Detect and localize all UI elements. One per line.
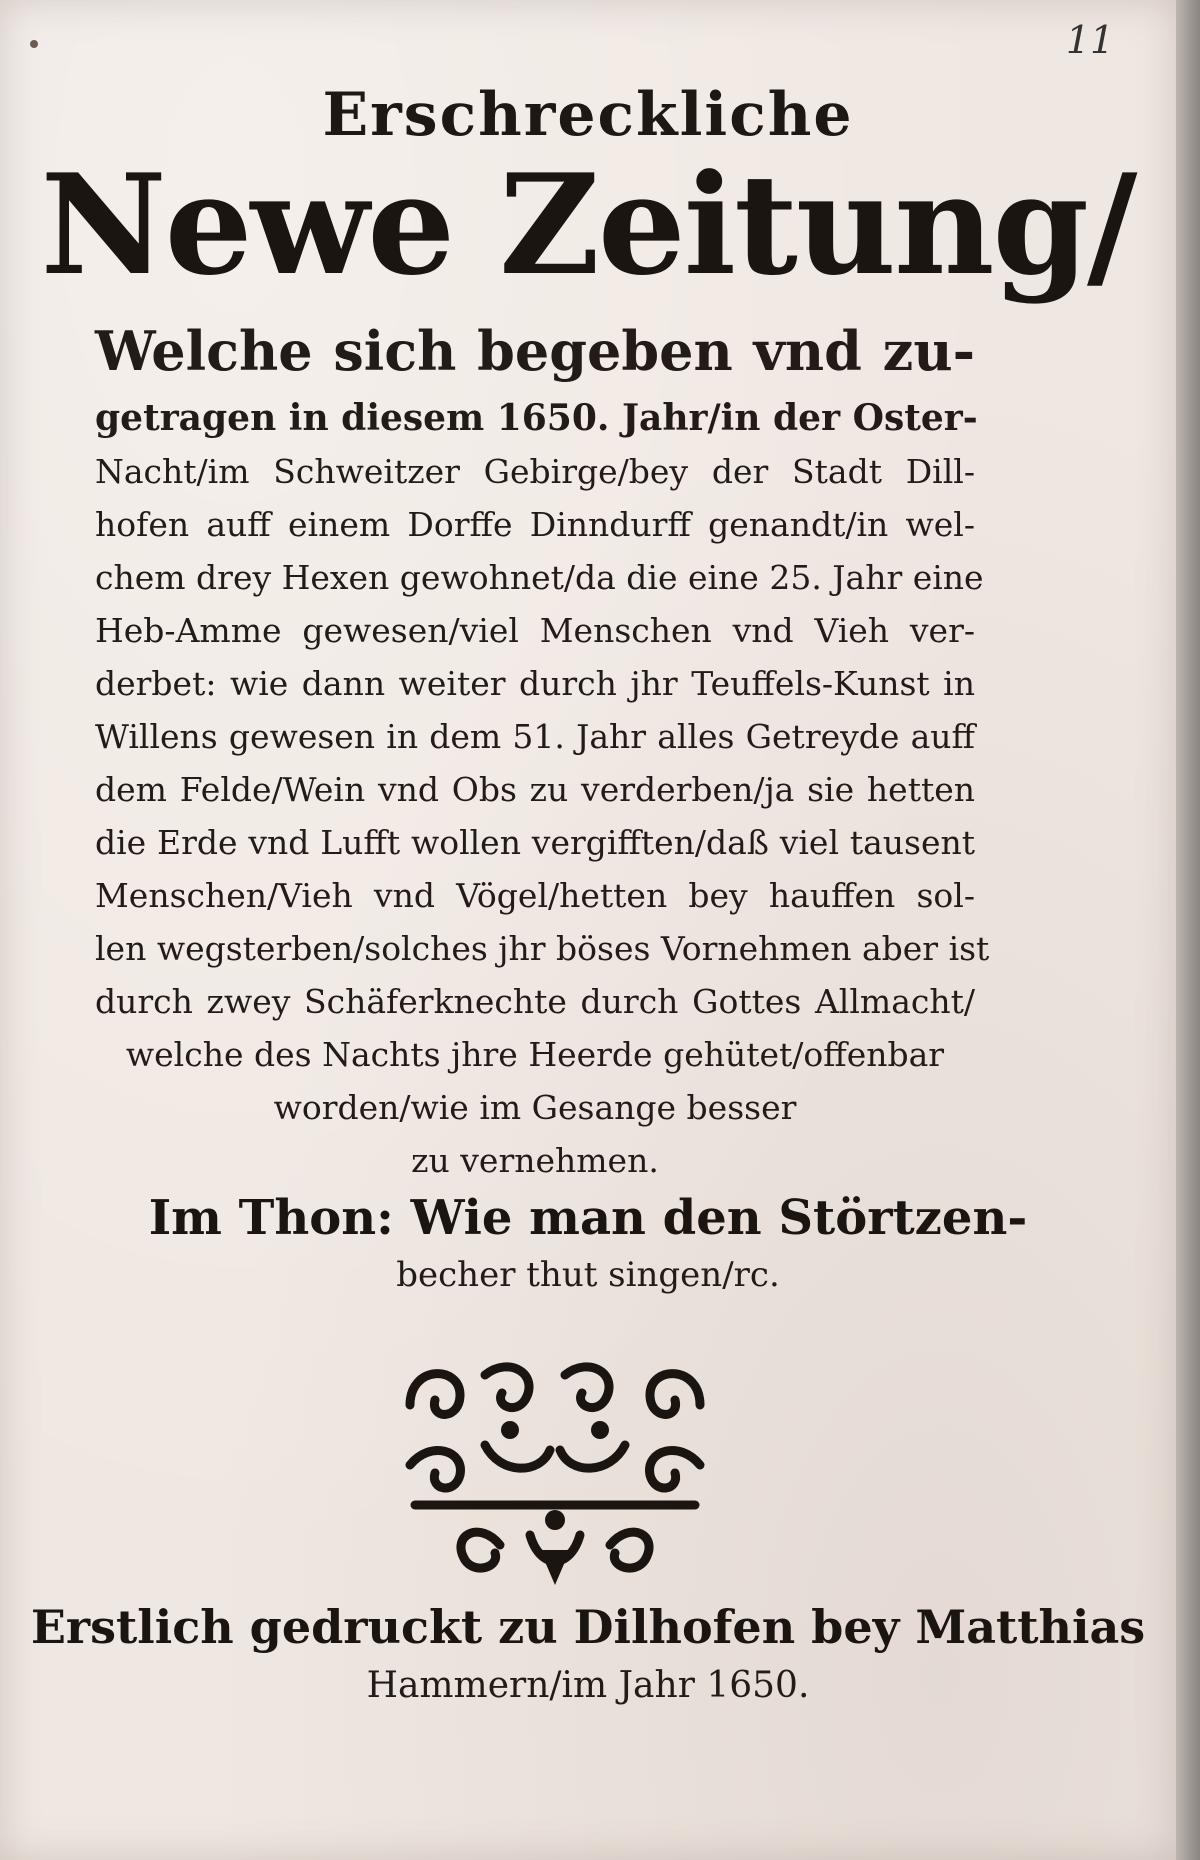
ink-spot — [30, 40, 38, 48]
body-line: Welche sich begeben vnd zu- — [95, 319, 975, 383]
body-line: Menschen/Vieh vnd Vögel/hetten bey hauffen sol- — [95, 876, 975, 915]
tune-line-2: becher thut singen/rc. — [396, 1255, 780, 1295]
body-line: durch zwey Schäferknechte durch Gottes Allmacht/ — [95, 982, 975, 1021]
body-line: derbet: wie dann weiter durch jhr Teuffels-Kunst in — [95, 664, 975, 703]
body-line: Heb-Amme gewesen/viel Menschen vnd Vieh ver- — [95, 611, 975, 650]
woodcut-ornament — [390, 1345, 720, 1595]
body-line: worden/wie im Gesange besser — [273, 1088, 797, 1127]
body-line: getragen in diesem 1650. Jahr/in der Oster- — [95, 397, 978, 439]
imprint-line-2: Hammern/im Jahr 1650. — [366, 1665, 810, 1706]
body-line: dem Felde/Wein vnd Obs zu verderben/ja sie hetten — [95, 770, 975, 809]
body-line: len wegsterben/solches jhr böses Vornehmen aber ist — [95, 929, 990, 968]
tune-line-1: Im Thon: Wie man den Störtzen- — [148, 1190, 1028, 1246]
body-line: Willens gewesen in dem 51. Jahr alles Getreyde auff — [95, 717, 975, 756]
body-line: chem drey Hexen gewohnet/da die eine 25. Jahr eine — [95, 558, 984, 597]
folio-number: 11 — [1065, 18, 1115, 62]
body-line: zu vernehmen. — [411, 1141, 659, 1180]
body-text — [95, 310, 990, 1187]
body-line: Nacht/im Schweitzer Gebirge/bey der Stadt Dill- — [95, 452, 975, 491]
page-edge — [1176, 0, 1200, 1860]
title-line-2: Newe Zeitung/ — [40, 143, 1136, 306]
title-line-1: Erschreckliche — [322, 80, 854, 150]
imprint-line-1: Erstlich gedruckt zu Dilhofen bey Matthias — [30, 1600, 1146, 1654]
body-line: die Erde vnd Lufft wollen vergifften/daß viel tausent — [95, 823, 975, 862]
body-line: hofen auff einem Dorffe Dinndurff genandt/in wel- — [95, 505, 975, 544]
body-line: welche des Nachts jhre Heerde gehütet/offenbar — [125, 1035, 945, 1074]
